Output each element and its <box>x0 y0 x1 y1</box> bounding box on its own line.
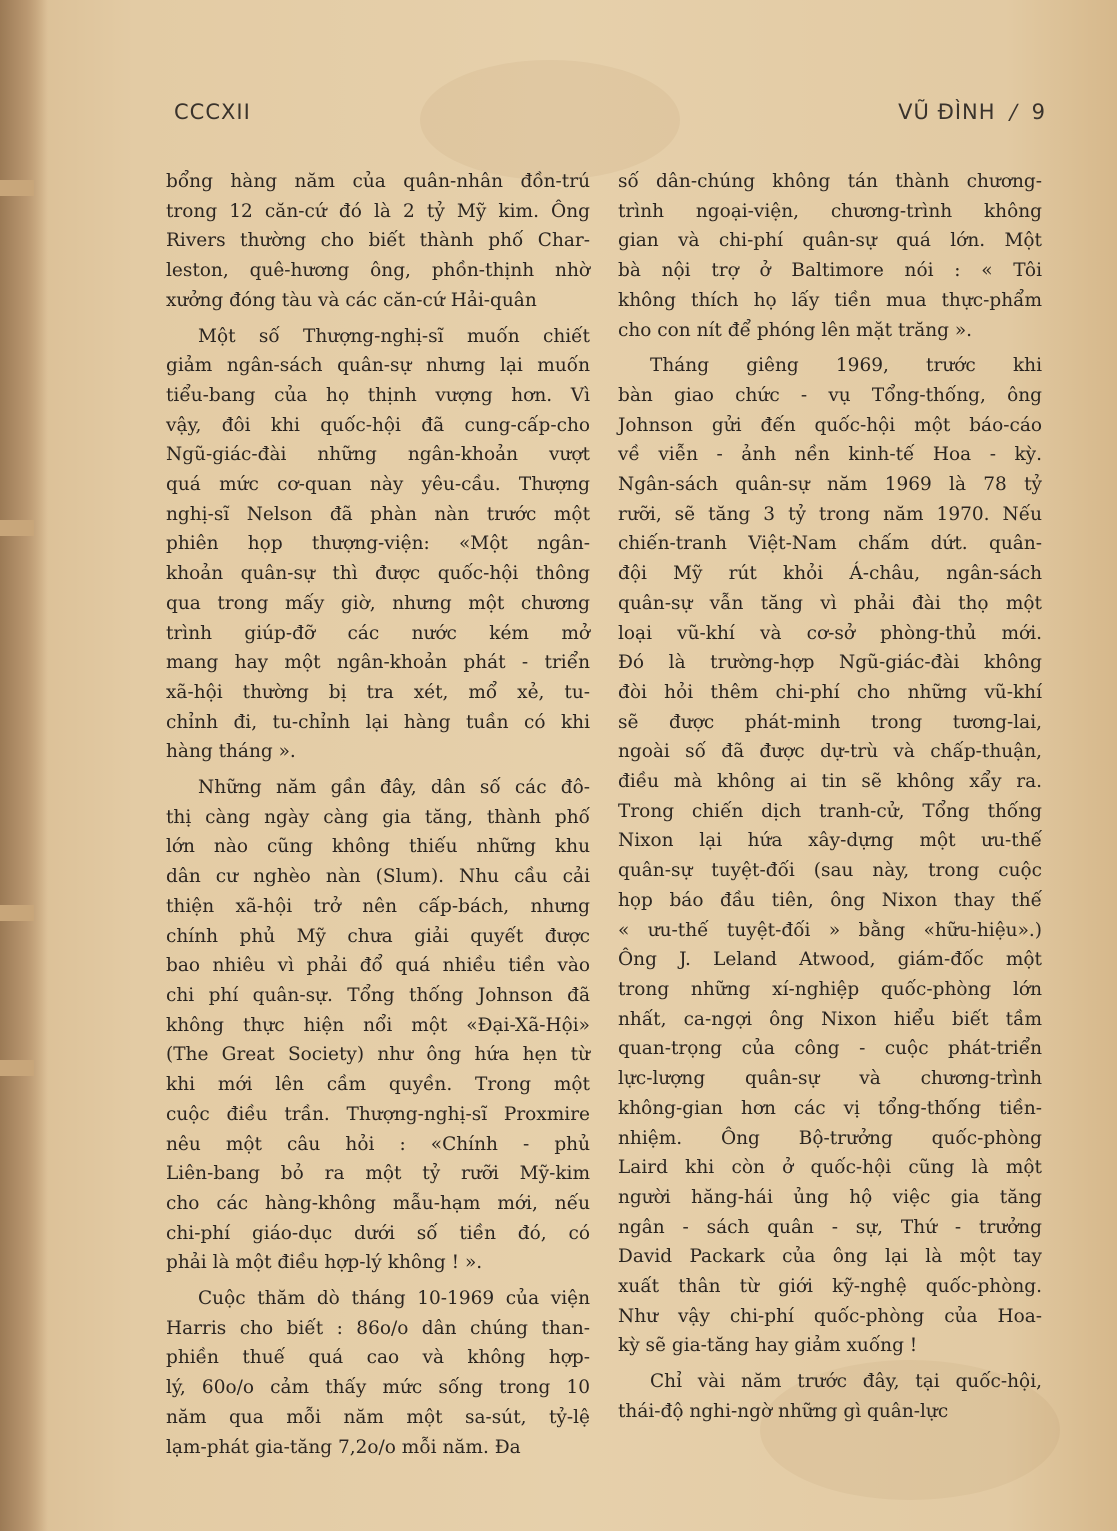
text-line: phải là một điều hợp-lý không ! ». <box>166 1252 483 1274</box>
text-line: bàn giao chức - vụ Tổng-thống, ông <box>618 384 1042 406</box>
text-line: David Packark của ông lại là một tay <box>618 1246 1042 1268</box>
text-line: Laird khi còn ở quốc-hội cũng là một <box>618 1157 1042 1179</box>
text-line: Những năm gần đây, dân số các đô- <box>198 777 590 799</box>
text-line: chi-phí giáo-dục dưới số tiền đó, có <box>166 1222 590 1244</box>
text-line: trình giúp-đỡ các nước kém mở <box>166 622 590 644</box>
text-line: sẽ được phát-minh trong tương-lai, <box>618 711 1042 733</box>
text-line: quân-sự vẫn tăng vì phải đài thọ một <box>618 592 1042 614</box>
text-line: về viễn - ảnh nền kinh-tế Hoa - kỳ. <box>618 444 1042 466</box>
text-line: (The Great Society) như ông hứa hẹn từ <box>166 1044 590 1066</box>
paragraph <box>166 773 590 1278</box>
text-line: « ưu-thế tuyệt-đối » bằng «hữu-hiệu».) <box>618 919 1042 941</box>
text-line: lực-lượng quân-sự và chương-trình <box>618 1068 1042 1090</box>
text-line: phiên họp thượng-viện: «Một ngân- <box>166 533 590 555</box>
text-line: Nixon lại hứa xây-dựng một ưu-thế <box>618 830 1042 852</box>
text-line: bổng hàng năm của quân-nhân đồn-trú <box>166 171 590 192</box>
text-line: năm qua mỗi năm một sa-sút, tỷ-lệ <box>166 1406 590 1428</box>
text-line: khi mới lên cầm quyền. Trong một <box>166 1074 590 1096</box>
binding-tab <box>0 520 34 536</box>
text-line: Cuộc thăm dò tháng 10-1969 của viện <box>198 1288 590 1310</box>
author-and-page <box>898 100 1046 124</box>
text-line: nhiệm. Ông Bộ-trưởng quốc-phòng <box>618 1127 1042 1149</box>
text-line: không thích họ lấy tiền mua thực-phẩm <box>618 289 1042 311</box>
text-line: xuất thân từ giới kỹ-nghệ quốc-phòng. <box>618 1276 1042 1298</box>
text-line: chính phủ Mỹ chưa giải quyết được <box>166 925 590 947</box>
right-text-column <box>618 167 1042 1427</box>
text-line: Trong chiến dịch tranh-cử, Tổng thống <box>618 800 1042 822</box>
page-number: 9 <box>1031 100 1046 124</box>
left-text-column <box>166 167 590 1462</box>
text-line: kỳ sẽ gia-tăng hay giảm xuống ! <box>618 1335 918 1357</box>
text-line: Rivers thường cho biết thành phố Char- <box>166 230 590 252</box>
text-line: số dân-chúng không tán thành chương- <box>618 171 1042 192</box>
text-line: quá mức cơ-quan này yêu-cầu. Thượng <box>166 474 590 496</box>
author-name: VŨ ĐÌNH <box>898 100 996 124</box>
text-line: thị càng ngày càng gia tăng, thành phố <box>166 806 590 828</box>
text-line: Ông J. Leland Atwood, giám-đốc một <box>618 949 1042 971</box>
paragraph <box>618 167 1042 345</box>
header-separator: / <box>1006 100 1021 124</box>
text-line: Chỉ vài năm trước đây, tại quốc-hội, <box>650 1371 1042 1393</box>
text-line: bao nhiêu vì phải đổ quá nhiều tiền vào <box>166 955 590 977</box>
text-line: trình ngoại-viện, chương-trình không <box>618 200 1042 222</box>
text-line: Johnson gửi đến quốc-hội một báo-cáo <box>618 414 1042 436</box>
text-line: Harris cho biết : 86o/o dân chúng than- <box>166 1317 590 1339</box>
text-line: xã-hội thường bị tra xét, mổ xẻ, tu- <box>166 681 590 703</box>
text-line: quân-sự tuyệt-đối (sau này, trong cuộc <box>618 860 1042 882</box>
text-line: rưỡi, sẽ tăng 3 tỷ trong năm 1970. Nếu <box>618 503 1042 525</box>
text-line: đội Mỹ rút khỏi Á-châu, ngân-sách <box>618 563 1042 585</box>
text-line: Đó là trường-hợp Ngũ-giác-đài không <box>618 652 1042 674</box>
text-line: Tháng giêng 1969, trước khi <box>650 355 1042 377</box>
text-line: cho các hàng-không mẫu-hạm mới, nếu <box>166 1192 590 1214</box>
paragraph <box>166 167 590 316</box>
text-line: chiến-tranh Việt-Nam chấm dứt. quân- <box>618 533 1042 555</box>
paragraph <box>618 1367 1042 1426</box>
text-line: gian và chi-phí quân-sự quá lớn. Một <box>618 230 1042 252</box>
text-line: vậy, đôi khi quốc-hội đã cung-cấp-cho <box>166 414 590 436</box>
text-line: mang hay một ngân-khoản phát - triển <box>166 652 590 674</box>
paragraph <box>166 1284 590 1462</box>
text-line: phiền thuế quá cao và không hợp- <box>166 1347 590 1369</box>
text-line: chỉnh đi, tu-chỉnh lại hàng tuần có khi <box>166 711 590 733</box>
text-line: Một số Thượng-nghị-sĩ muốn chiết <box>198 325 590 347</box>
volume-number: CCCXII <box>174 100 251 124</box>
text-line: họp báo đầu tiên, ông Nixon thay thế <box>618 889 1042 911</box>
text-line: trong 12 căn-cứ đó là 2 tỷ Mỹ kim. Ông <box>166 200 590 222</box>
text-line: đòi hỏi thêm chi-phí cho những vũ-khí <box>618 681 1042 703</box>
text-line: giảm ngân-sách quân-sự nhưng lại muốn <box>166 355 590 377</box>
text-line: leston, quê-hương ông, phồn-thịnh nhờ <box>166 260 590 282</box>
text-line: loại vũ-khí và cơ-sở phòng-thủ mới. <box>618 622 1042 644</box>
text-line: ngân - sách quân - sự, Thứ - trưởng <box>618 1216 1042 1238</box>
text-line: thái-độ nghi-ngờ những gì quân-lực <box>618 1400 949 1422</box>
text-line: không-gian hơn các vị tổng-thống tiền- <box>618 1097 1042 1119</box>
text-line: nghị-sĩ Nelson đã phàn nàn trước một <box>166 503 590 525</box>
text-line: quan-trọng của công - cuộc phát-triển <box>618 1038 1042 1060</box>
text-line: chi phí quân-sự. Tổng thống Johnson đã <box>166 984 590 1006</box>
binding-tab <box>0 905 34 921</box>
binding-tab <box>0 180 34 196</box>
running-header <box>174 100 1046 140</box>
text-line: dân cư nghèo nàn (Slum). Nhu cầu cải <box>166 866 590 888</box>
text-line: nhất, ca-ngợi ông Nixon hiểu biết tầm <box>618 1008 1042 1030</box>
paragraph <box>166 322 590 768</box>
text-line: lớn nào cũng không thiếu những khu <box>166 836 590 858</box>
text-line: lý, 60o/o cảm thấy mức sống trong 10 <box>166 1377 590 1399</box>
text-line: không thực hiện nổi một «Đại-Xã-Hội» <box>166 1014 590 1036</box>
text-line: cuộc điều trần. Thượng-nghị-sĩ Proxmire <box>166 1103 590 1125</box>
text-line: bà nội trợ ở Baltimore nói : « Tôi <box>618 260 1042 282</box>
text-line: Ngũ-giác-đài những ngân-khoản vượt <box>166 444 590 466</box>
text-line: thiện xã-hội trở nên cấp-bách, nhưng <box>166 895 590 917</box>
text-line: Ngân-sách quân-sự năm 1969 là 78 tỷ <box>618 474 1042 496</box>
text-line: cho con nít để phóng lên mặt trăng ». <box>618 319 973 341</box>
text-line: xưởng đóng tàu và các căn-cứ Hải-quân <box>166 289 537 311</box>
text-line: lạm-phát gia-tăng 7,2o/o mỗi năm. Đa <box>166 1436 521 1458</box>
paragraph <box>618 351 1042 1361</box>
text-line: trong những xí-nghiệp quốc-phòng lớn <box>618 978 1042 1000</box>
page-binding-edge <box>0 0 48 1531</box>
text-line: ngoài số đã được dự-trù và chấp-thuận, <box>618 741 1042 763</box>
text-line: tiểu-bang của họ thịnh vượng hơn. Vì <box>166 384 590 406</box>
text-line: nêu một câu hỏi : «Chính - phủ <box>166 1133 590 1155</box>
text-line: khoản quân-sự thì được quốc-hội thông <box>166 563 590 585</box>
text-line: Liên-bang bỏ ra một tỷ rưỡi Mỹ-kim <box>166 1163 590 1185</box>
text-line: Như vậy chi-phí quốc-phòng của Hoa- <box>618 1305 1042 1327</box>
text-line: điều mà không ai tin sẽ không xẩy ra. <box>618 771 1042 793</box>
text-line: hàng tháng ». <box>166 741 296 763</box>
binding-tab <box>0 1060 34 1076</box>
text-line: người hăng-hái ủng hộ việc gia tăng <box>618 1186 1042 1208</box>
text-line: qua trong mấy giờ, nhưng một chương <box>166 592 590 614</box>
